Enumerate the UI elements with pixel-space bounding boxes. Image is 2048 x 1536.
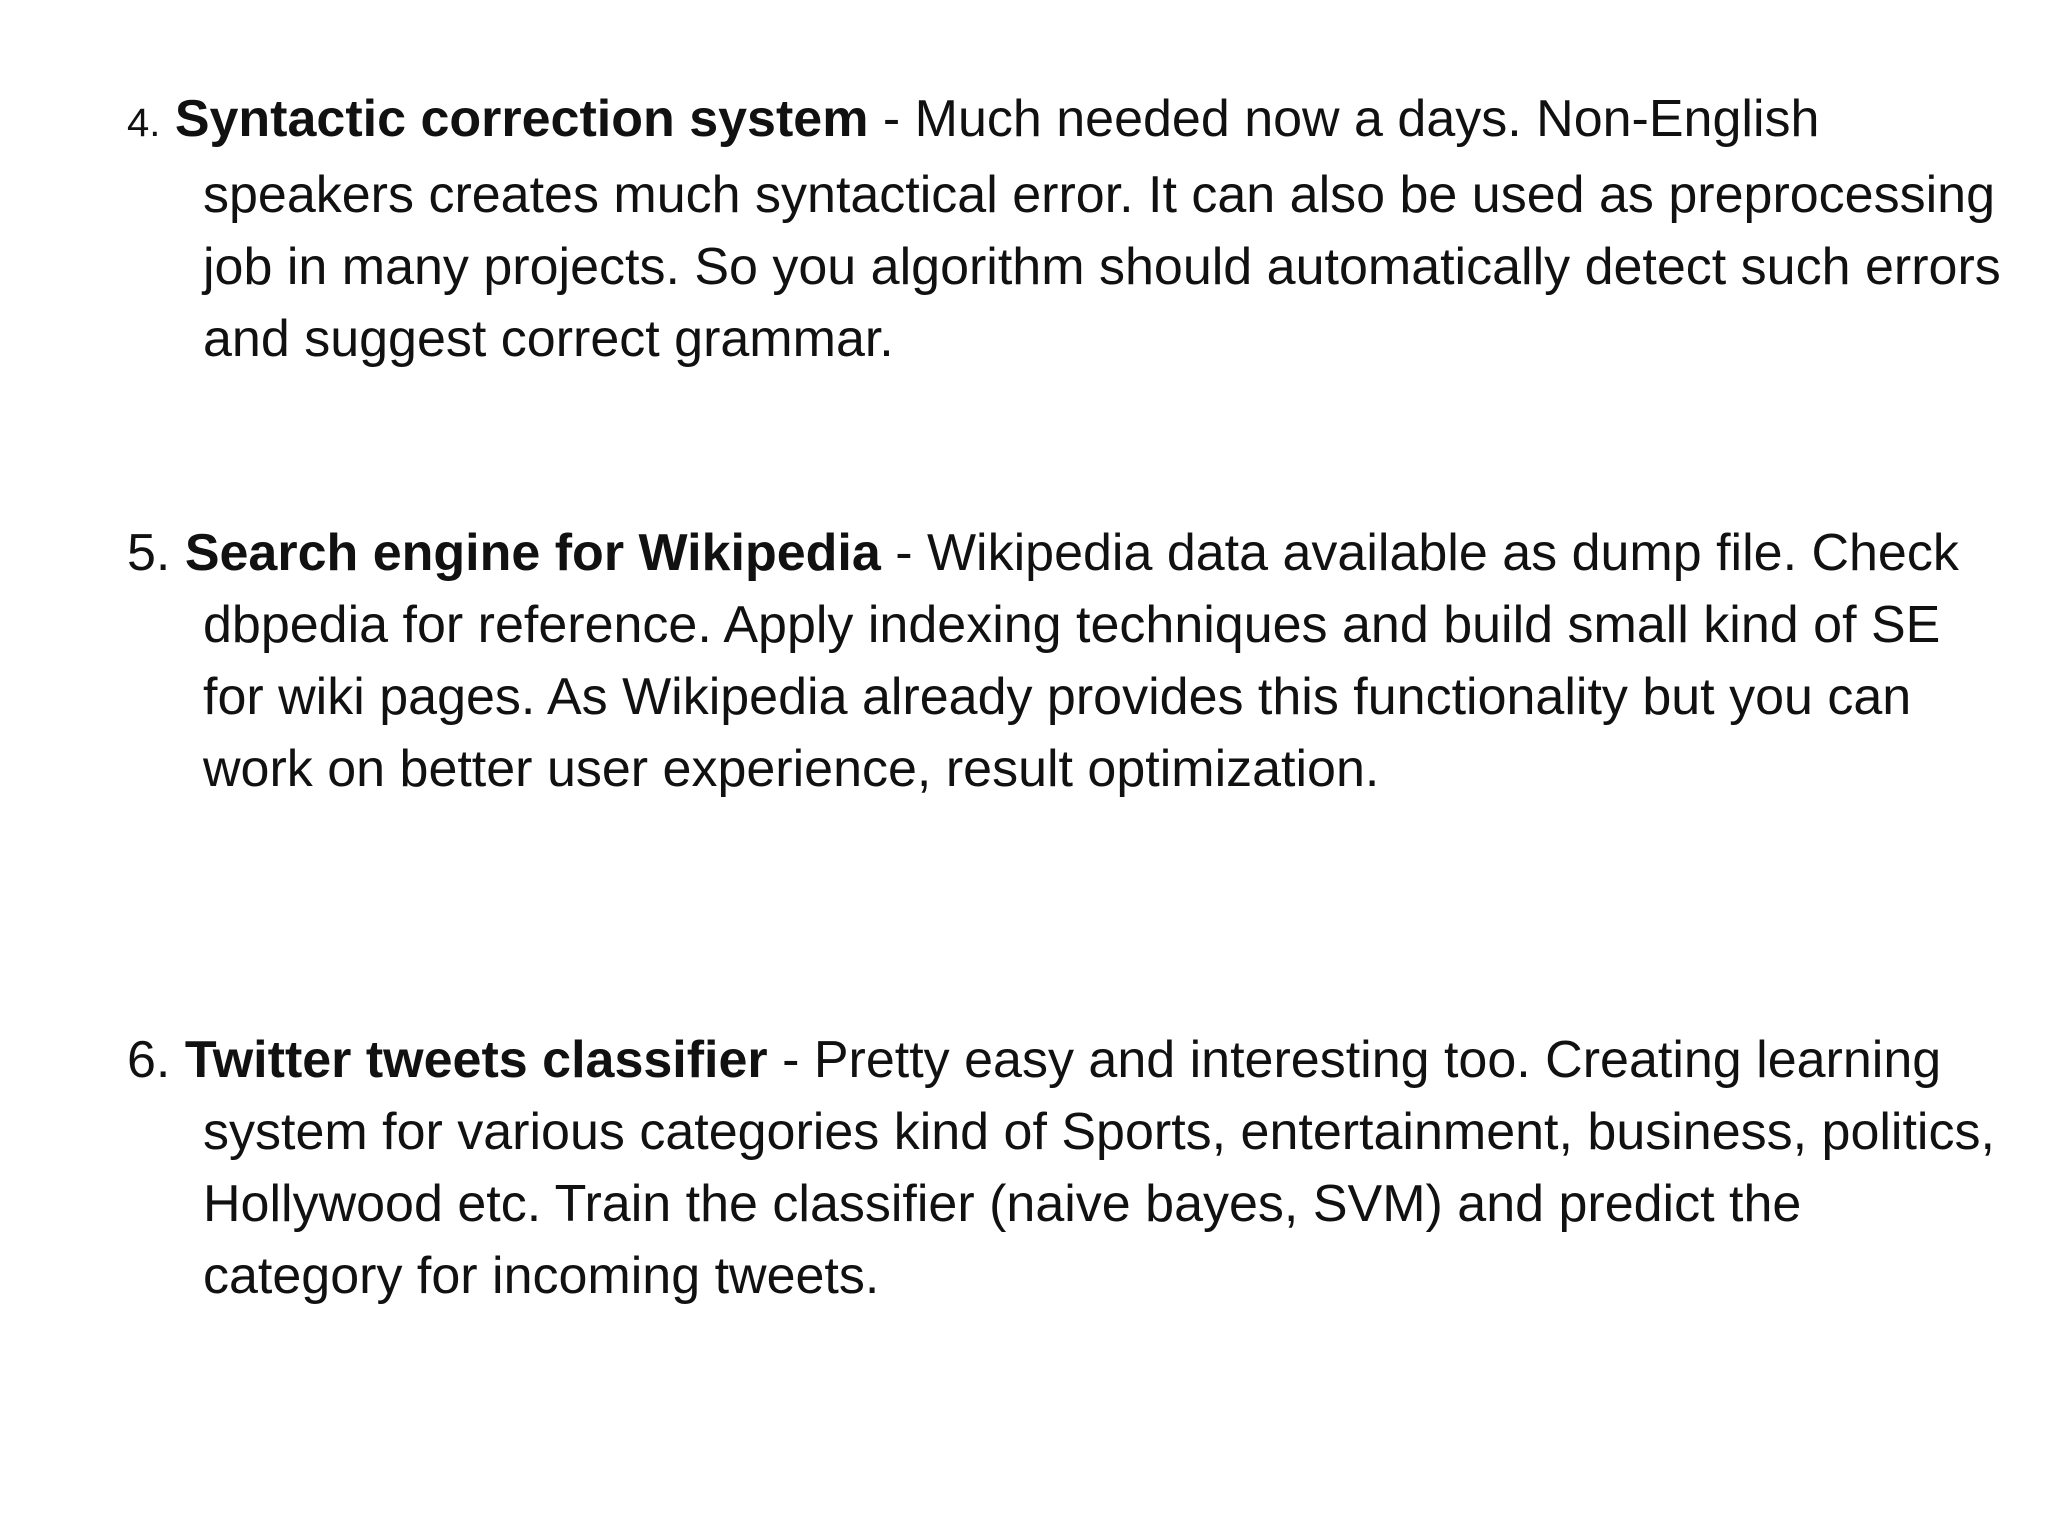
item-title: Search engine for Wikipedia [184,524,881,582]
item-title: Syntactic correction system [174,90,869,148]
item-description: - Much needed now a days. Non-English speakers creates much syntactical error. It can also be used as preprocessing job in many projects. So you algorithm should automatically detect such errors and suggest correct grammar. [203,90,2001,368]
item-number: 5. [127,524,171,582]
item-title: Twitter tweets classifier [184,1031,768,1089]
item-description: - Wikipedia data available as dump file. Check dbpedia for reference. Apply indexing techniques and build small kind of SE for wiki pages. As Wikipedia already provides this functionality but you can work on better user experience, result optimization. [203,524,1959,798]
list-item-twitter-classifier [127,1024,2003,1312]
item-number: 4. [127,101,161,145]
item-description: - Pretty easy and interesting too. Creating learning system for various categories kind of Sports, entertainment, business, politics, Hollywood etc. Train the classifier (naive bayes, SVM) and predict the category for incoming tweets. [203,1031,1995,1305]
list-item-syntactic-correction [127,83,2003,375]
item-number: 6. [127,1031,171,1089]
list-item-search-engine [127,517,2003,805]
